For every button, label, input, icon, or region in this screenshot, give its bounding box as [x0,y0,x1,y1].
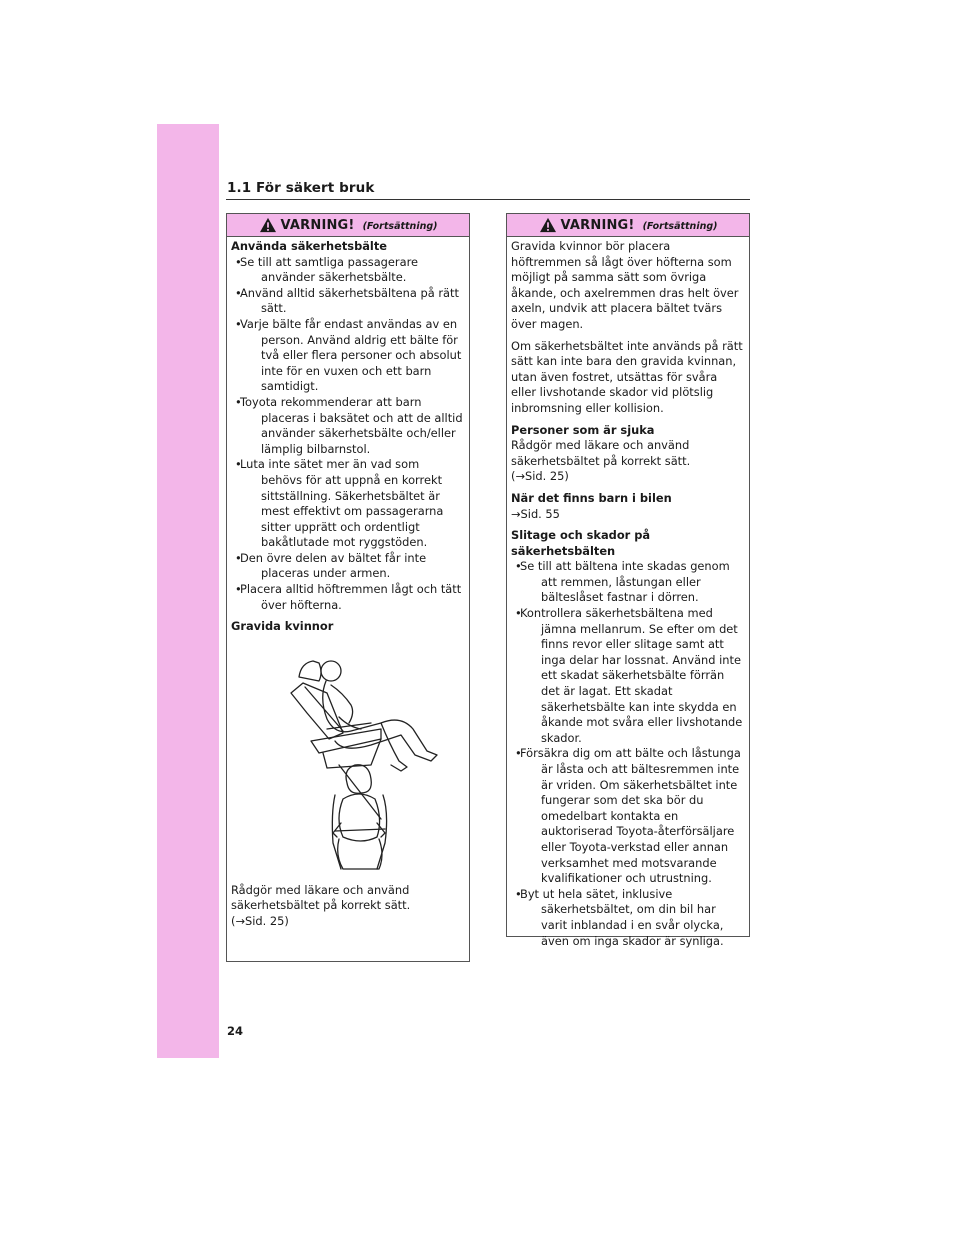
heading-sick-persons: Personer som är sjuka [511,422,655,437]
list-item: • Se till att bältena inte skadas genom att remmen, låstungan eller bälteslåset fastnar i dörren. [511,559,743,606]
warning-box-right [506,213,750,948]
list-item: • Den övre delen av bältet får inte placeras under armen. [231,551,463,582]
heading-children: När det finns barn i bilen [511,490,672,505]
heading-seatbelt-use: Använda säkerhetsbälte [231,239,388,253]
warning-triangle-icon [539,217,557,233]
warning-continued: (Fortsättning) [362,220,438,232]
advice-text-line: Rådgör med läkare och använd [511,438,690,453]
paragraph-pregnant-risk: Om säkerhetsbältet inte används på rätt sätt kan inte bara den gravida kvinnan, utan även fostret, utsättas för svåra eller livshotande skador vid plötslig inbromsning eller kollision. [511,338,743,415]
pregnant-woman-seatbelt-illustration [231,643,465,873]
list-item: • Se till att samtliga passagerare använder säkerhetsbälte. [231,255,463,286]
warning-header [507,214,749,237]
list-item: • Försäkra dig om att bälte och låstunga är låsta och att bältesremmen inte är vriden. Om säkerhetsbältet inte fungerar som det ska bör du omedelbart kontakta en auktoriserad Toyota-återförsäljare eller Toyota-verkstad eller annan verksamhet med motsvarande kvalifikationer och utrustning. [511,746,743,886]
list-item: • Placera alltid höftremmen lågt och tätt över höfterna. [231,582,463,613]
warning-title: VARNING! [280,217,355,233]
advice-text-line: Rådgör med läkare och använd [231,882,410,897]
list-item: • Varje bälte får endast användas av en person. Använd aldrig ett bälte för två eller flera personer och absolut inte för en vuxen och ett barn samtidigt. [231,317,463,395]
heading-pregnant-women: Gravida kvinnor [231,619,334,634]
list-item: • Använd alltid säkerhetsbältena på rätt sätt. [231,286,463,317]
page-reference-link[interactable]: (→Sid. 25) [511,469,569,484]
belt-wear-bullet-list [511,559,743,949]
heading-belt-wear: Slitage och skador på säkerhetsbälten [511,528,651,558]
warning-continued: (Fortsättning) [642,220,718,232]
list-item: • Toyota rekommenderar att barn placeras i baksätet och att de alltid använder säkerhetsbälte och/eller lämplig bilbarnstol. [231,395,463,457]
section-title: 1.1 För säkert bruk [227,180,375,196]
page-reference-link[interactable]: →Sid. 55 [511,506,560,521]
page-reference-link[interactable]: (→Sid. 25) [231,914,289,929]
advice-text-line: säkerhetsbältet på korrekt sätt. [231,898,411,913]
warning-title: VARNING! [560,217,635,233]
page-number: 24 [227,1024,244,1038]
warning-header [227,214,469,237]
header-divider [226,199,750,200]
warning-triangle-icon [259,217,277,233]
list-item: • Luta inte sätet mer än vad som behövs för att uppnå en korrekt sittställning. Säkerhetsbältet är mest effektivt om passagerarna sitter upprätt och ordentligt bakåtlutade mot ryggstöden. [231,457,463,551]
list-item: • Byt ut hela sätet, inklusive säkerhetsbältet, om din bil har varit inblandad i en svår olycka, även om inga skador är synliga. [511,887,743,949]
warning-box-left [226,213,470,962]
paragraph-pregnant-belt-position: Gravida kvinnor bör placera höftremmen så lågt över höfterna som möjligt på samma sätt som övriga åkande, och axelremmen dras helt över axeln, undvik att placera bältet tvärs över magen. [511,239,739,331]
seatbelt-bullet-list [231,255,463,614]
advice-text-line: säkerhetsbältet på korrekt sätt. [511,453,691,468]
list-item: • Kontrollera säkerhetsbältena med jämna mellanrum. Se efter om det finns revor eller slitage samt att inga delar har lossnat. Använd inte ett skadat säkerhetsbälte förrän det är lagat. Ett skadat säkerhetsbälte kan inte skydda en åkande mot svåra eller livshotande skador. [511,606,743,746]
chapter-sidebar-tab [157,124,219,1058]
